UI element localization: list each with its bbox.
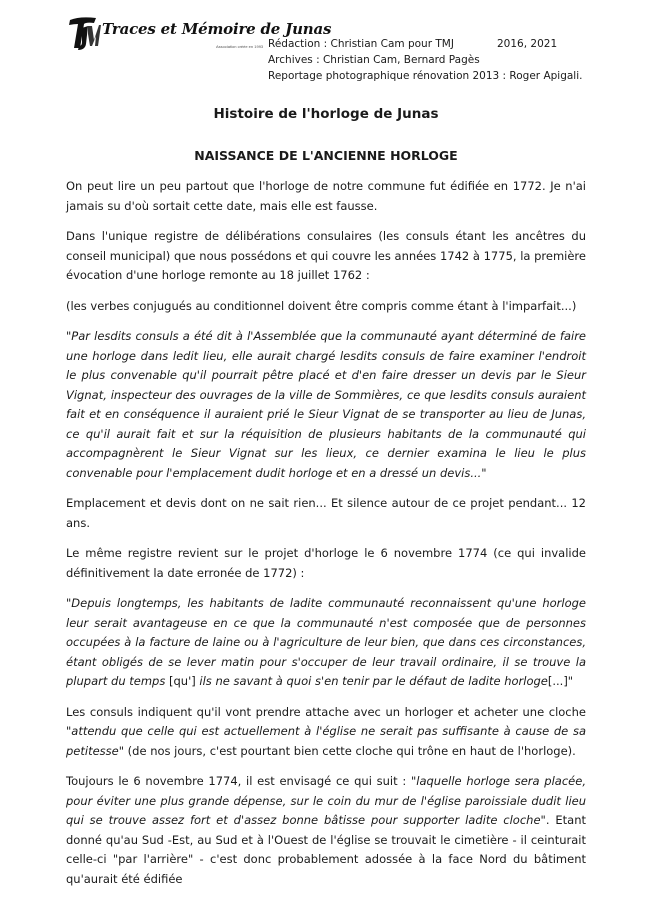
paragraph-1: On peut lire un peu partout que l'horloge de notre commune fut édifiée en 1772. Je n'ai jamais su d'où sortait cette date, mais elle est fausse. (66, 179, 586, 213)
credit-photo: Reportage photographique rénovation 2013 : Roger Apigali. (268, 70, 583, 82)
credit-archives: Archives : Christian Cam, Bernard Pagès (268, 54, 480, 66)
association-logo (66, 14, 332, 58)
paragraph-3: (les verbes conjugués au conditionnel doivent être compris comme étant à l'imparfait...) (66, 298, 577, 313)
credits-block (268, 36, 582, 84)
section-heading: NAISSANCE DE L'ANCIENNE HORLOGE (194, 148, 458, 163)
paragraph-6: Le même registre revient sur le projet d'horloge le 6 novembre 1774 (ce qui invalide définitivement la date erronée de 1772) : (66, 546, 586, 580)
paragraph-8-outro: (de nos jours, c'est pourtant bien cette cloche qui trône en haut de l'horloge). (124, 743, 576, 758)
document-header (0, 0, 652, 95)
paragraph-9-quote: "laquelle horloge sera placée, pour éviter une plus grande dépense, sur le coin du mur de l'église paroissiale dudit lieu qui se trouve assez fort et d'assez bonne bâtisse pour supporter ladite cloche" (66, 774, 586, 827)
paragraph-8-quote: "attendu que celle qui est actuellement à l'église ne serait pas suffisante à cause de sa petitesse" (66, 724, 586, 758)
document-body (66, 177, 586, 900)
quote-1774-part-c: ils ne savant à quoi s'en tenir par le défaut de ladite horloge (195, 674, 548, 688)
logo-title-text: Traces et Mémoire de Junas (102, 20, 332, 38)
quote-1774-ellipsis: [...]" (547, 674, 574, 688)
quote-1774-insert: [qu'] (169, 674, 196, 688)
paragraph-9-intro: Toujours le 6 novembre 1774, il est envisagé ce qui suit : (66, 774, 411, 788)
paragraph-5: Emplacement et devis dont on ne sait rien... Et silence autour de ce projet pendant... 12 ans. (66, 496, 586, 530)
tmj-logo-icon (66, 14, 102, 52)
paragraph-2: Dans l'unique registre de délibérations consulaires (les consuls étant les ancêtres du conseil municipal) que nous possédons et qui couvre les années 1742 à 1775, la première évocation d'une horloge remonte au 18 juillet 1762 : (66, 229, 586, 282)
quote-1774-part-a: "Depuis longtemps, les habitants de ladite communauté reconnaissent qu'une horloge leur serait avantageuse en ce que la communauté n'est composée que de personnes occupées à la facture de laine ou à l'agriculture de leur bien, que dans ces circonstances, étant obligés de se lever matin pour s'occuper de leur travail ordinaire, il se trouve la plupart du temps (66, 596, 586, 688)
logo-subtitle-text: Association créée en 1993 (216, 44, 264, 49)
paragraph-9 (66, 772, 586, 889)
paragraph-8-intro: Les consuls indiquent qu'il vont prendre attache avec un horloger et acheter une cloche (66, 704, 586, 719)
document-title: Histoire de l'horloge de Junas (213, 106, 439, 122)
paragraph-9-outro: . Etant donné qu'au Sud -Est, au Sud et à l'Ouest de l'église se trouvait le cimetière - il ceinturait celle-ci "par l'arrière" - c'est donc probablement adossée à la face Nord du bâtiment qu'aurait été édifiée (66, 813, 586, 886)
quote-1774 (66, 594, 586, 692)
credit-years: 2016, 2021 (497, 38, 558, 50)
quote-1762: "Par lesdits consuls a été dit à l'Assemblée que la communauté ayant déterminé de faire une horloge dans ledit lieu, elle aurait chargé lesdits consuls de faire examiner l'endroit le plus convenable qu'il pourrait pêtre placé et d'en faire dresser un devis par le Sieur Vignat, inspecteur des ouvrages de la ville de Sommières, ce que lesdits consuls auraient fait et en conséquence il auraient prié le Sieur Vignat de se transporter au lieu de Junas, ce qu'il aurait fait et sur la réquisition de plusieurs habitants de la communauté qui accompagnèrent le Sieur Vignat sur les lieux, ce dernier examina le lieu le plus convenable pour l'emplacement dudit horloge et en a dressé un devis..." (66, 329, 586, 480)
paragraph-8 (66, 703, 586, 762)
credit-redaction: Rédaction : Christian Cam pour TMJ (268, 38, 454, 50)
